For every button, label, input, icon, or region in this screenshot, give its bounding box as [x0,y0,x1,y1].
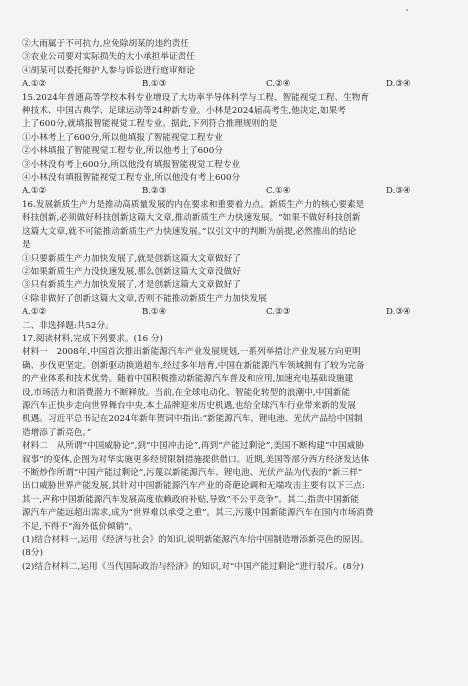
q16-stem-line: 科技创新,必须做好科技创新这篇大文章,推动新质生产力快速发展。“如果不做好科技创新 [22,213,361,224]
q14-choice-d: D.③④ [386,79,411,90]
material-2-line: 其一,声称中国新能源汽车发展高度依赖政府补贴,导致“不公平竞争”。其二,指责中国新能 [22,494,360,505]
q14-choice-c: C.②④ [266,79,291,90]
q15-choice-c: C.①④ [266,186,291,197]
q14-option-3: ③农业公司要对实际损失的大小承担举证责任 [22,52,195,63]
material-1-line: 确、步伐更坚定。创新驱动换道超车,经过多年培育,中国在新能源汽车领域拥有了较为完备 [22,360,365,371]
question-16 [22,199,442,320]
q14-choices [22,78,442,91]
material-2-line: 叙事”的变体,企图为对华实施更多经贸限制措施提供借口。近期,美国等部分西方经济发达体 [22,454,370,465]
q15-option-1: ①小林考上了600分,所以他填报了智能视觉工程专业 [22,132,223,143]
material-2-line: 不断炒作所谓“中国产能过剩论”,污蔑以新能源汽车、锂电池、光伏产品为代表的“新三样” [22,468,363,478]
material-2-line: 源汽车产能远超出需求,成为“世界难以承受之重”。其三,污蔑中国新能源汽车在国内市场消费 [22,508,374,519]
q15-choices [22,185,442,198]
q17-task-1-score: (8分) [22,548,43,559]
q15-option-2: ②小林填报了智能视觉工程专业,所以他考上了600分 [22,146,223,157]
q14-option-2: ②大雨属于不可抗力,应免除胡某的违约责任 [22,39,190,49]
q14-option-4: ④胡某可以委托辩护人参与诉讼进行庭审辩论 [22,65,195,76]
q15-choice-a: A.①② [22,186,47,197]
material-1-line: 源汽车正快步走向世界舞台中央,本土品牌迎来历史机遇,也给全球汽车行业带来新的发展 [22,400,357,411]
q15-stem-line: 上了600分,就填报智能视觉工程专业。据此,下列符合推理规则的是 [22,119,278,130]
q15-option-3: ③小林没有考上600分,所以他没有填报智能视觉工程专业 [22,159,241,170]
q15-choice-d: D.③④ [386,186,411,197]
material-2 [22,440,442,534]
page-speck [406,9,408,11]
question-14-tail [22,38,442,92]
q16-option-3: ③只有新质生产力加快发展了,才是创新这篇大文章做好了 [22,280,241,291]
q15-option-4: ④小林没有填报智能视觉工程专业,所以他没有考上600分 [22,173,241,184]
q16-option-4: ④除非做好了创新这篇大文章,否则不能推动新质生产力加快发展 [22,293,267,304]
q14-choice-a: A.①② [22,79,47,90]
material-1-line: 造增添了新亮色。” [22,427,92,438]
material-2-line: 材料二 从所谓“中国威胁论”,到“中国冲击论”,再到“产能过剩论”,美国不断构建“中国威胁 [22,441,364,452]
q14-choice-b: B.①③ [142,79,167,90]
part-2-heading: 二、非选择题:共52分。 [22,320,114,331]
material-2-line: 不足,不得不“海外低价倾销”。 [22,521,138,532]
q16-option-2: ②如果新质生产力没快速发展,那么创新这篇大文章没做好 [22,266,241,277]
material-1-line: 设,市场活力和消费潜力不断释放。当前,在全球电动化、智能化转型的浪潮中,中国新能 [22,387,351,398]
material-1-line: 的产业体系和技术优势。随着中国积极推动新能源汽车普及和应用,加速充电基础设施建 [22,374,354,385]
q16-stem-line: 这篇大文章,就不可能推动新质生产力快速发展。”以引文中的判断为前提,必然推出的结论 [22,226,357,237]
q17-intro: 17.阅读材料,完成下列要求。(16 分) [22,333,163,344]
q16-choice-c: C.②③ [266,307,291,318]
q16-choice-d: D.③④ [386,307,411,318]
q17-task-1: (1)结合材料一,运用《经济与社会》的知识,说明新能源汽车给中国制造增添新亮色的原因。 [22,535,369,546]
q16-stem-line: 是 [22,240,31,251]
q17-task-2: (2)结合材料二,运用《当代国际政治与经济》的知识,对“中国产能过剩论”进行驳斥。(8分) [22,561,364,572]
q15-stem-line: 15.2024年普通高等学校本科专业增设了大功率半导体科学与工程、智能视觉工程、生物育 [22,92,370,103]
question-17 [22,333,442,574]
q15-choice-b: B.②③ [142,186,167,197]
material-1-line: 机遇。习近平总书记在2024年新年贺词中指出:“新能源汽车、锂电池、光伏产品给中国制 [22,414,363,425]
q16-choice-b: B.①④ [142,307,167,318]
material-1-line: 材料一 2008年,中国首次推出新能源汽车产业发展规划,一系列举措让产业发展方向更明 [22,347,361,358]
q16-choice-a: A.①② [22,307,47,318]
q16-choices [22,306,442,319]
q15-stem-line: 种技术、中国古典学、足球运动等24种新专业。小林是2024届高考生,他决定,如果考 [22,106,346,117]
material-2-line: 出口威胁世界产能发展,其针对中国新能源汽车产业的奇葩论调和无端攻击主要有以下三点: [22,481,365,492]
question-15 [22,92,442,199]
q16-stem-line: 16.发展新质生产力是推动高质量发展的内在要求和重要着力点。新质生产力的核心要素是 [22,199,365,210]
material-1 [22,346,442,440]
q16-option-1: ①只要新质生产力加快发展了,就是创新这篇大文章做好了 [22,253,241,264]
